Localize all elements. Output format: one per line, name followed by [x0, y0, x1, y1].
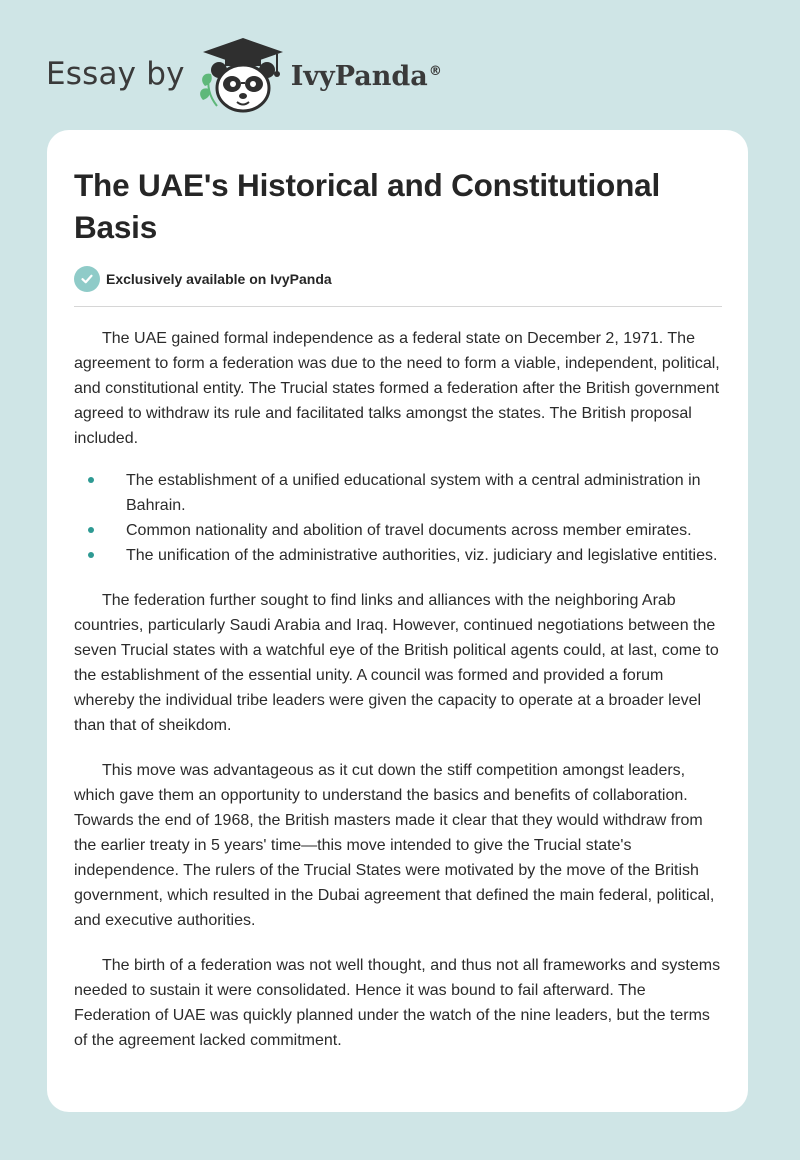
paragraph: The birth of a federation was not well thought, and thus not all frameworks and systems needed to sustain it were consolidated. Hence it was bound to fail afterward. The Federation of UAE was quickly planned under the watch of the nine leaders, but the terms of the agreement lacked commitment. [74, 957, 721, 1049]
essay-card [47, 130, 748, 1112]
essay-title: The UAE's Historical and Constitutional Basis [74, 167, 660, 245]
essay-body [74, 326, 722, 1053]
paragraph: The federation further sought to find links and alliances with the neighboring Arab countries, particularly Saudi Arabia and Iraq. However, continued negotiations between the seven Trucial states with a watchful eye of the British political agents could, at last, come to the establishment of the essential unity. A council was formed and provided a forum whereby the individual tribe leaders were given the capacity to operate at a broader level than that of sheikdom. [74, 592, 719, 734]
list-item-text: The unification of the administrative authorities, viz. judiciary and legislative entities. [126, 547, 718, 564]
paragraph: The UAE gained formal independence as a federal state on December 2, 1971. The agreement to form a federation was due to the need to form a viable, independent, political, and constitutional entity. The Trucial states formed a federation after the British government agreed to withdraw its rule and facilitated talks amongst the states. The British proposal included. [74, 330, 720, 447]
list-item [126, 543, 722, 568]
bullet-list [74, 468, 722, 568]
check-icon [74, 266, 100, 292]
list-item [126, 518, 722, 543]
registered-mark: ® [428, 63, 442, 79]
bullet-icon [88, 477, 94, 483]
divider [74, 306, 722, 307]
brand-prefix: Essay by [46, 56, 185, 92]
list-item-text: Common nationality and abolition of travel documents across member emirates. [126, 522, 692, 539]
list-item-text: The establishment of a unified educational system with a central administration in Bahrain. [126, 472, 701, 514]
list-item [126, 468, 722, 518]
paragraph: This move was advantageous as it cut down the stiff competition amongst leaders, which gave them an opportunity to understand the basics and benefits of collaboration. Towards the end of 1968, the British masters made it clear that they would withdraw from the earlier treaty in 5 years' time—this move intended to give the Trucial state's independence. The rulers of the Trucial States were motivated by the move of the British government, which resulted in the Dubai agreement that defined the main federal, political, and executive authorities. [74, 762, 715, 929]
exclusive-badge [74, 266, 722, 292]
brand-name: IvyPanda® [290, 60, 442, 92]
site-header-logo[interactable] [46, 34, 442, 114]
bullet-icon [88, 527, 94, 533]
bullet-icon [88, 552, 94, 558]
panda-graduate-icon [197, 34, 289, 114]
exclusive-badge-text: Exclusively available on IvyPanda [106, 271, 332, 287]
